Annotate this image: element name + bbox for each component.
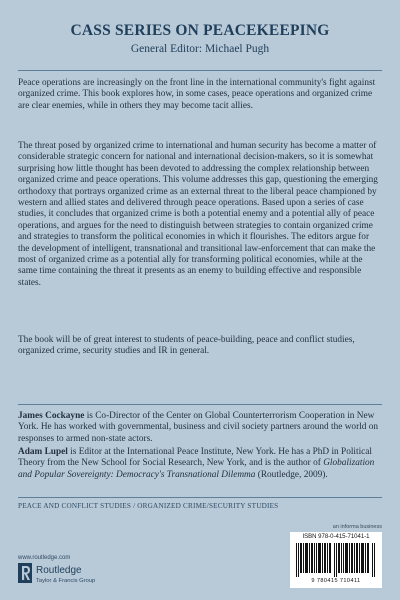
- barcode-number: 9 780415 710411: [311, 578, 361, 584]
- divider-middle: [18, 404, 382, 405]
- author-bio-2-end: (Routledge, 2009).: [255, 469, 328, 480]
- series-title: CASS SERIES ON PEACEKEEPING: [70, 22, 330, 39]
- publisher-name: Routledge: [36, 565, 82, 576]
- blurb-paragraph-2: The threat posed by organized crime to international and human security has become a matter of considerable strategic concern for national and international decision-makers, so it is somewhat surprising how little thought has been devoted to addressing the complex relationship between organized crime and peace operations. This volume addresses this gap, questioning the emerging orthodoxy that portrays organized crime as an external threat to the liberal peace championed by western and allied states and delivered through peace operations. Based upon a series of case studies, it concludes that organized crime is both a potential enemy and a potential ally of peace operations, and argues for the need to distinguish between strategies to contain organized crime and strategies to transform the political economies in which it flourishes. The editors argue for the development of intelligent, transnational and transitional law-enforcement that can make the most of organized crime as a potential ally for transforming political economies, while at the same time containing the threat it presents as an enemy to building effective and responsible states.: [18, 141, 378, 288]
- subject-categories: PEACE AND CONFLICT STUDIES / ORGANIZED CRIME/SECURITY STUDIES: [18, 502, 279, 510]
- author-bio-1: [18, 411, 382, 445]
- barcode-panel: [290, 532, 382, 588]
- author-name-1: James Cockayne: [18, 411, 85, 421]
- informa-tagline: an informa business: [332, 524, 382, 530]
- blurb-paragraph-3: The book will be of great interest to students of peace-building, peace and conflict studies, organized crime, security studies and IR in general.: [18, 335, 355, 357]
- divider-top: [18, 70, 382, 71]
- author-bio-1-text: is Co-Director of the Center on Global Counterterrorism Cooperation in New York. He has worked with governmental, business and civil society partners around the world on responses to armed non-state actors.: [18, 411, 379, 444]
- blurb-paragraph-1: Peace operations are increasingly on the front line in the international community's fight against organized crime. This book explores how, in some cases, peace operations and organized crime are clear enemies, while in others they may become tacit allies.: [18, 78, 376, 111]
- barcode-icon: [296, 543, 376, 577]
- routledge-logo-icon: [18, 563, 32, 583]
- isbn-label: ISBN 978-0-415-71041-1: [302, 534, 370, 540]
- series-editor: General Editor: Michael Pugh: [130, 43, 270, 55]
- divider-bottom: [18, 497, 382, 498]
- publisher-group: Taylor & Francis Group: [36, 578, 96, 584]
- author-bio-2-text: is Editor at the International Peace Institute, New York. He has a PhD in Political Theory from the New School for Social Research, New York, and is the author of: [18, 447, 373, 469]
- author-bio-2-book-title: Globalization and Popular Sovereignty: Democracy's Transnational Dilemma: [18, 458, 375, 480]
- author-bio-2: [18, 447, 382, 481]
- publisher-website: www.routledge.com: [18, 555, 71, 561]
- author-name-2: Adam Lupel: [18, 447, 68, 457]
